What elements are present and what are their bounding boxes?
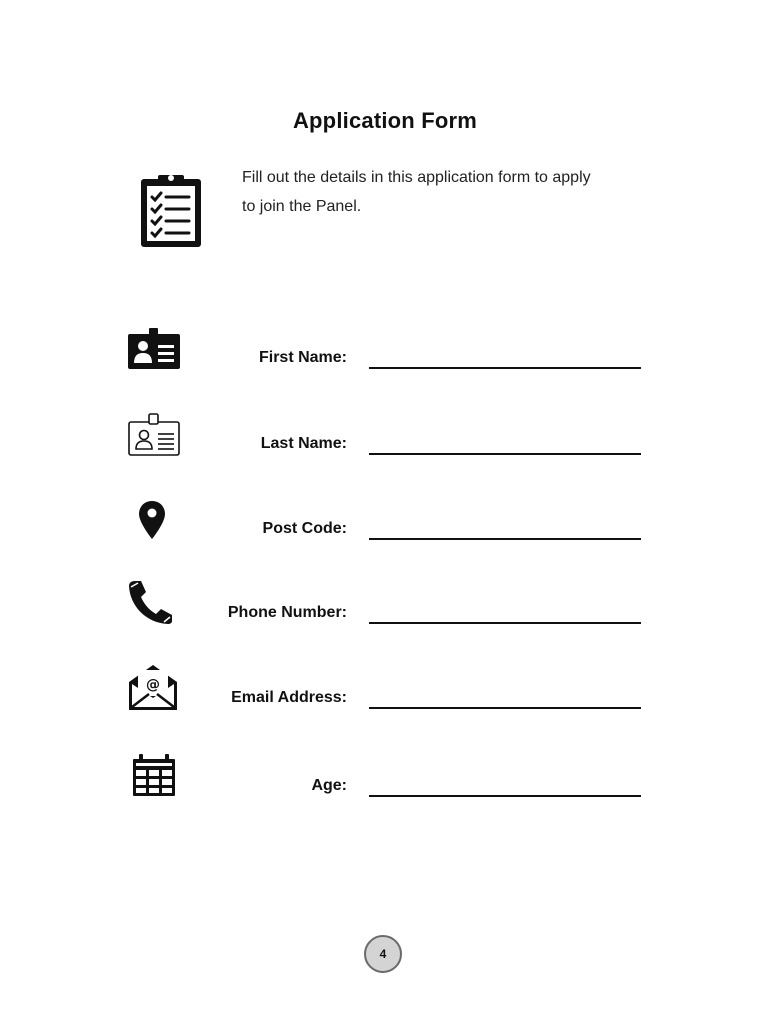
svg-text:@: @ (146, 677, 160, 693)
post-code-label: Post Code: (262, 520, 347, 537)
page-title: Application Form (292, 108, 478, 133)
id-card-outline-icon (127, 413, 181, 457)
intro-text (242, 163, 652, 221)
page-number-badge: 4 (364, 935, 402, 973)
phone-icon (126, 579, 176, 625)
email-address-row (0, 667, 770, 727)
phone-number-input-line[interactable] (369, 622, 641, 624)
age-row (0, 755, 770, 815)
email-address-label: Email Address: (231, 689, 347, 706)
clipboard-checklist-icon (138, 172, 204, 250)
id-card-filled-icon (127, 328, 181, 370)
phone-number-label: Phone Number: (227, 604, 347, 621)
age-input-line[interactable] (369, 795, 641, 797)
last-name-row (0, 413, 770, 473)
calendar-icon (131, 754, 177, 797)
first-name-label: First Name: (258, 349, 347, 366)
map-pin-icon (138, 500, 166, 540)
email-envelope-icon (127, 662, 179, 712)
post-code-row (0, 498, 770, 558)
post-code-input-line[interactable] (369, 538, 641, 540)
first-name-input-line[interactable] (369, 367, 641, 369)
intro-line-2: to join the Panel. (242, 198, 362, 215)
email-address-input-line[interactable] (369, 707, 641, 709)
first-name-row (0, 327, 770, 387)
age-label: Age: (311, 777, 347, 794)
last-name-label: Last Name: (260, 435, 347, 452)
phone-number-row (0, 582, 770, 642)
intro-line-1: Fill out the details in this application form to apply (242, 169, 591, 186)
last-name-input-line[interactable] (369, 453, 641, 455)
